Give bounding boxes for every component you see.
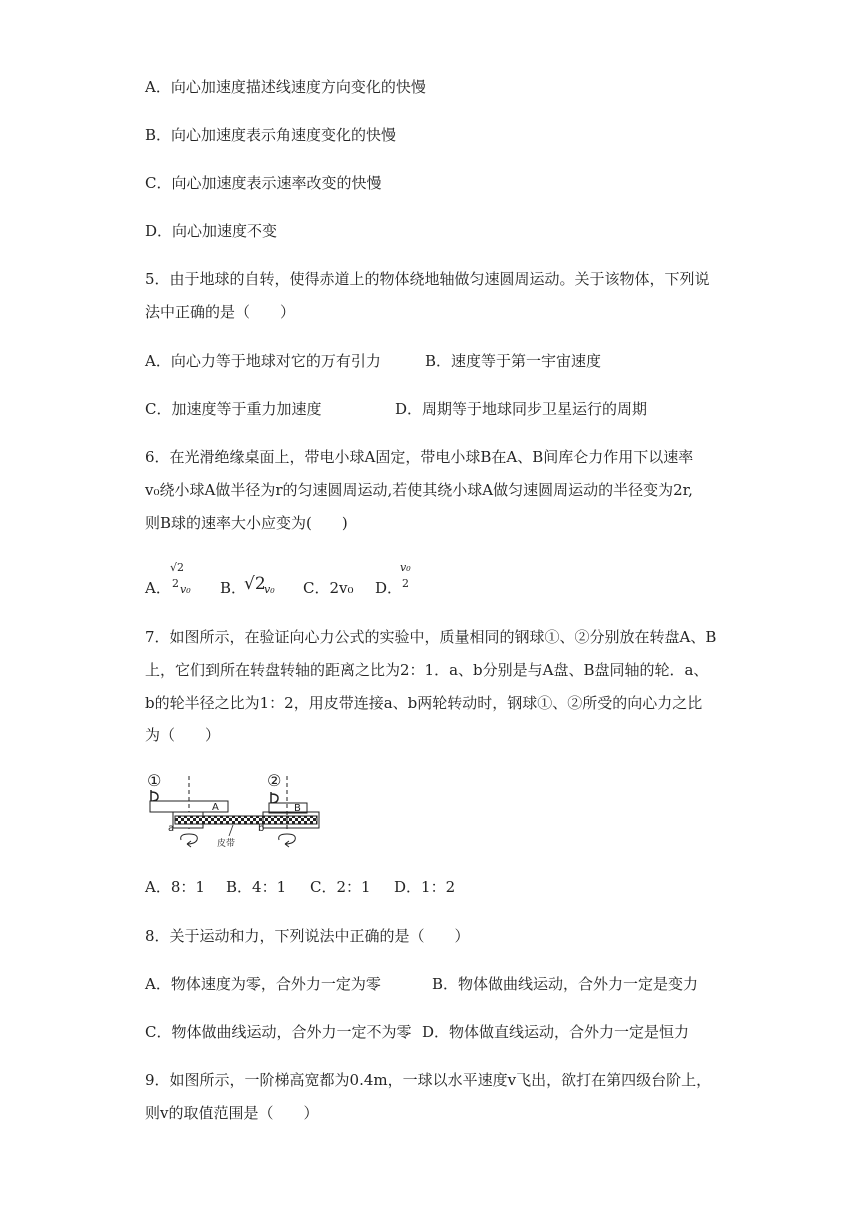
q7-option-d: D．1：2	[394, 878, 456, 896]
ball1-marker	[151, 790, 158, 801]
q8-option-d: D．物体做直线运动，合外力一定是恒力	[422, 1023, 690, 1041]
q5-stem-line1: 5．由于地球的自转，使得赤道上的物体绕地轴做匀速圆周运动。关于该物体，下列说	[145, 270, 710, 288]
q6-stem-line2: v₀绕小球A做半径为r的匀速圆周运动,若使其绕小球A做匀速圆周运动的半径变为2r,	[145, 481, 693, 499]
q4-option-a: A．向心加速度描述线速度方向变化的快慢	[145, 78, 426, 96]
wheel-a-label: a	[168, 823, 175, 834]
q6-option-b-label: B．	[220, 579, 247, 597]
q6-stem-line3: 则B球的速率大小应变为( )	[145, 514, 348, 532]
q6-option-a-denominator: 2	[172, 577, 179, 590]
q7-figure	[145, 770, 325, 855]
q4-option-d: D．向心加速度不变	[145, 222, 278, 240]
q6-option-a-label: A．	[145, 579, 171, 597]
q6-stem-line1: 6．在光滑绝缘桌面上，带电小球A固定，带电小球B在A、B间库仑力作用下以速率	[145, 448, 694, 466]
q6-option-a-variable: v₀	[180, 583, 191, 596]
q5-option-a: A．向心力等于地球对它的万有引力	[145, 352, 381, 370]
q8-option-a: A．物体速度为零，合外力一定为零	[145, 975, 381, 993]
q8-option-b: B．物体做曲线运动，合外力一定是变力	[432, 975, 699, 993]
q4-option-c: C．向心加速度表示速率改变的快慢	[145, 174, 382, 192]
q5-option-c: C．加速度等于重力加速度	[145, 400, 322, 418]
q7-option-c: C．2：1	[310, 878, 371, 896]
q6-option-b-variable: v₀	[264, 583, 275, 596]
q6-option-a-numerator: √2	[170, 561, 185, 574]
q5-option-d: D．周期等于地球同步卫星运行的周期	[395, 400, 648, 418]
q8-option-c: C．物体做曲线运动，合外力一定不为零	[145, 1023, 412, 1041]
q5-option-b: B．速度等于第一宇宙速度	[425, 352, 602, 370]
q6-option-d-numerator: v₀	[400, 561, 411, 574]
q7-stem-line4: 为（ ）	[145, 726, 221, 744]
q6-option-c: C．2v₀	[303, 579, 354, 597]
ball2-label: ②	[267, 771, 282, 790]
q5-stem-line2: 法中正确的是（ ）	[145, 303, 296, 321]
q4-option-b: B．向心加速度表示角速度变化的快慢	[145, 126, 397, 144]
belt-label-leader	[229, 825, 233, 836]
q9-stem-line1: 9．如图所示，一阶梯高宽都为0.4m，一球以水平速度v飞出，欲打在第四级台阶上，	[145, 1071, 712, 1089]
q7-option-b: B．4：1	[226, 878, 287, 896]
disk-b-label: B	[294, 803, 301, 814]
q8-stem: 8．关于运动和力，下列说法中正确的是（ ）	[145, 927, 470, 945]
belt-label: 皮带	[217, 839, 236, 849]
q6-option-b-root: √2	[244, 574, 266, 594]
q9-stem-line2: 则v的取值范围是（ ）	[145, 1104, 319, 1122]
q6-option-d-denominator: 2	[402, 577, 409, 590]
disk-a-label: A	[212, 802, 219, 813]
q7-stem-line2: 上，它们到所在转盘转轴的距离之比为2：1．a、b分别是与A盘、B盘同轴的轮．a、	[145, 661, 709, 679]
q7-stem-line3: b的轮半径之比为1：2，用皮带连接a、b两轮转动时，钢球①、②所受的向心力之比	[145, 694, 703, 712]
q7-option-a: A．8：1	[145, 878, 205, 896]
q6-option-d-label: D．	[375, 579, 403, 597]
belt	[175, 816, 317, 824]
ball1-label: ①	[147, 771, 162, 790]
ball2-marker	[271, 792, 278, 803]
wheel-b-label: b	[258, 823, 265, 834]
q7-stem-line1: 7．如图所示，在验证向心力公式的实验中，质量相同的钢球①、②分别放在转盘A、B	[145, 628, 717, 646]
